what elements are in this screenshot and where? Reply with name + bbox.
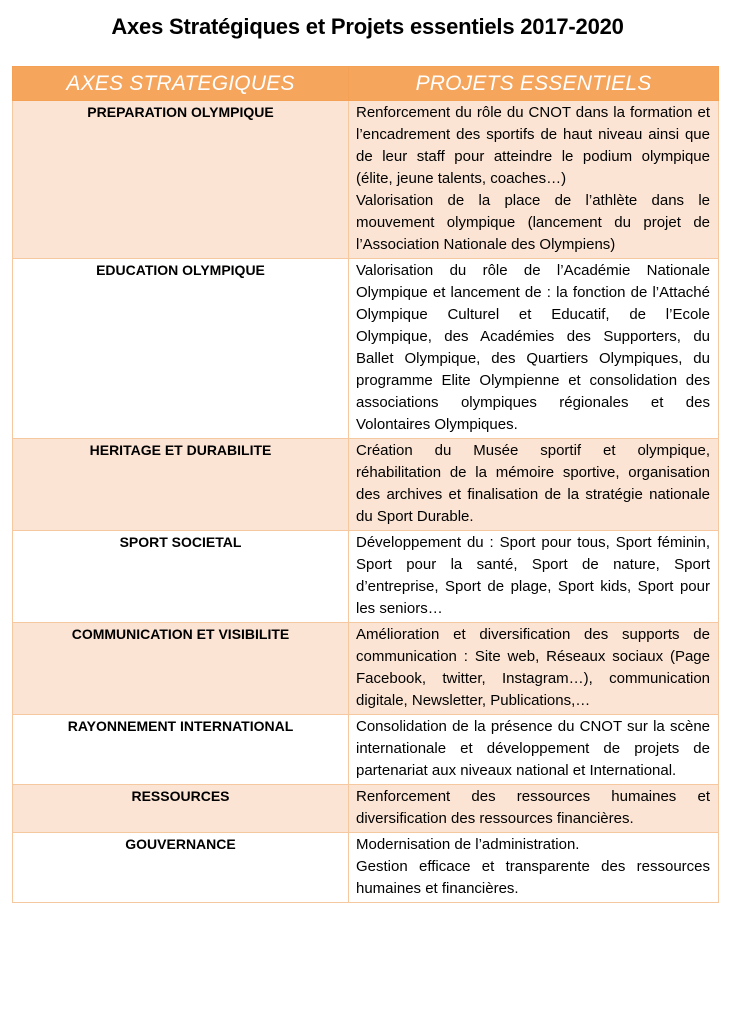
axe-label: EDUCATION OLYMPIQUE [96, 262, 265, 278]
axe-label: RAYONNEMENT INTERNATIONAL [67, 718, 294, 734]
table-row [13, 623, 719, 715]
table-row [13, 715, 719, 785]
projet-text: Gestion efficace et transparente des ressources humaines et financières. [356, 858, 710, 897]
strategy-table [12, 66, 719, 903]
header-projets-essentiels: PROJETS ESSENTIELS [349, 67, 719, 101]
projets-cell [349, 439, 719, 531]
projets-cell [349, 785, 719, 833]
projets-cell [349, 531, 719, 623]
table-row [13, 531, 719, 623]
axe-label: GOUVERNANCE [125, 836, 236, 852]
projet-text: Renforcement des ressources humaines et diversification des ressources financières. [356, 788, 710, 827]
axe-cell [13, 785, 349, 833]
projet-text: Modernisation de l’administration. [356, 836, 580, 853]
page-title: Axes Stratégiques et Projets essentiels 2017-2020 [111, 14, 624, 39]
axe-cell [13, 259, 349, 439]
axe-cell [13, 833, 349, 903]
projets-cell [349, 101, 719, 259]
projets-cell [349, 259, 719, 439]
table-row [13, 439, 719, 531]
projet-text: Renforcement du rôle du CNOT dans la formation et l’encadrement des sportifs de haut niveau ainsi que de leur staff pour atteindre le podium olympique (élite, jeune talents, coaches…) [356, 104, 710, 187]
axe-label: COMMUNICATION ET VISIBILITE [71, 626, 290, 642]
projet-text: Consolidation de la présence du CNOT sur la scène internationale et développement de projets de partenariat aux niveaux national et International. [356, 718, 710, 779]
projets-cell [349, 715, 719, 785]
projet-text: Création du Musée sportif et olympique, réhabilitation de la mémoire sportive, organisation des archives et finalisation de la stratégie nationale du Sport Durable. [356, 442, 710, 525]
table-row [13, 101, 719, 259]
axe-label: RESSOURCES [131, 788, 230, 804]
projet-text: Valorisation de la place de l’athlète dans le mouvement olympique (lancement du projet de l’Association Nationale des Olympiens) [356, 192, 710, 253]
projet-text: Valorisation du rôle de l’Académie Nationale Olympique et lancement de : la fonction de l’Attaché Olympique Culturel et Educatif, de l’Ecole Olympique, des Académies des Supporters, du Ballet Olympique, des Quartiers Olympiques, du programme Elite Olympienne et consolidation des associations olympiques régionales et des Volontaires Olympiques. [356, 262, 710, 433]
projets-cell [349, 623, 719, 715]
axe-cell [13, 623, 349, 715]
table-row [13, 833, 719, 903]
axe-cell [13, 715, 349, 785]
table-row [13, 785, 719, 833]
axe-label: SPORT SOCIETAL [119, 534, 242, 550]
axe-cell [13, 531, 349, 623]
table-row [13, 259, 719, 439]
projet-text: Amélioration et diversification des supports de communication : Site web, Réseaux sociaux (Page Facebook, twitter, Instagram…), communication digitale, Newsletter, Publications,… [356, 626, 710, 709]
projets-cell [349, 833, 719, 903]
table-header-row [13, 67, 719, 101]
header-axes-strategiques: AXES STRATEGIQUES [13, 67, 349, 101]
axe-cell [13, 439, 349, 531]
axe-label: HERITAGE ET DURABILITE [89, 442, 272, 458]
axe-label: PREPARATION OLYMPIQUE [87, 104, 274, 120]
axe-cell [13, 101, 349, 259]
projet-text: Développement du : Sport pour tous, Sport féminin, Sport pour la santé, Sport de nature, Sport d’entreprise, Sport de plage, Sport kids, Sport pour les seniors… [356, 534, 710, 617]
